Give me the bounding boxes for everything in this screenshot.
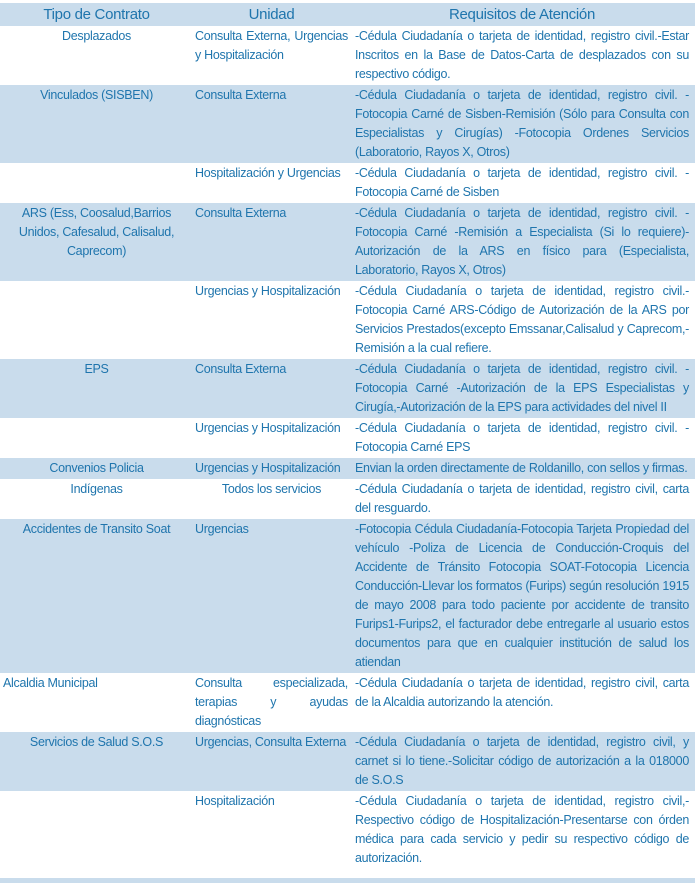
table-header-row [0,3,695,26]
cell-requisitos: -Cédula Ciudadanía o tarjeta de identidad, registro civil. - Fotocopia Carné -Autorización de la EPS Especialistas y Cirugía,-Autorización de la EPS para actividades del nivel II [355,362,689,414]
cell-requisitos: -Cédula Ciudadanía o tarjeta de identidad, registro civil, carta de la Alcaldia autorizando la atención. [355,676,689,709]
cell-tipo-contrato: Convenios Policia [49,461,144,475]
table-row [0,791,695,869]
cell-tipo-contrato [0,418,193,458]
table-row [0,458,695,479]
cell-unidad: Urgencias y Hospitalización [195,461,341,475]
cell-unidad: Consulta especializada, terapias y ayudas diagnósticas [195,676,348,728]
table-row [0,85,695,163]
table-row [0,281,695,359]
column-header-tipo-de-contrato: Tipo de Contrato [43,6,150,23]
column-header-unidad: Unidad [248,6,295,23]
table-row [0,519,695,673]
cell-tipo-contrato: Alcaldia Municipal [3,676,98,690]
cell-unidad: Hospitalización [195,794,275,808]
cell-tipo-contrato: ARS (Ess, Coosalud,Barrios Unidos, Cafesalud, Calisalud, Caprecom) [18,206,175,258]
cell-unidad: Todos los servicios [221,482,322,496]
column-header-requisitos-de-atencion: Requisitos de Atención [448,6,595,23]
table-row [0,163,695,203]
table-row [0,203,695,281]
table-row [0,26,695,85]
cell-unidad: Urgencias [195,522,249,536]
cell-unidad: Hospitalización y Urgencias [195,166,341,180]
cell-tipo-contrato: Servicios de Salud S.O.S [29,735,164,749]
cell-tipo-contrato [0,281,193,359]
cell-tipo-contrato [0,791,193,869]
cell-unidad: Consulta Externa, Urgencias y Hospitalización [195,29,348,62]
table-row [0,479,695,519]
cell-requisitos: Envian la orden directamente de Roldanillo, con sellos y firmas. [355,461,688,475]
cell-requisitos: -Cédula Ciudadanía o tarjeta de identidad, registro civil,- Respectivo código de Hospitalización-Presentarse con órden médica para cada servicio y pedir su respectivo código de autorización. [355,794,689,865]
cell-unidad: Urgencias y Hospitalización [195,284,341,298]
cell-tipo-contrato: EPS [84,362,109,376]
cell-tipo-contrato: Accidentes de Transito Soat [22,522,171,536]
cell-requisitos: -Fotocopia Cédula Ciudadanía-Fotocopia Tarjeta Propiedad del vehículo -Poliza de Licencia de Conducción-Croquis del Accidente de Tránsito Fotocopia SOAT-Fotocopia Licencia Conducción-Llevar los formatos (Furips) según resolución 1915 de mayo 2008 para todo paciente por accidente de transito Furips1-Furips2, el facturador debe entregarle al usuario estos documentos para que en cualquier institución de salud los atiendan [355,522,689,669]
cell-requisitos: -Cédula Ciudadanía o tarjeta de identidad, registro civil, y carnet si lo tiene.-Solicitar código de autorización a la 018000 de S.O.S [355,735,689,787]
cell-requisitos: -Cédula Ciudadanía o tarjeta de identidad, registro civil. - Fotocopia Carné de Sisben [355,166,689,199]
cell-requisitos: -Cédula Ciudadanía o tarjeta de identidad, registro civil.-Estar Inscritos en la Base de Datos-Carta de desplazados con su respectivo código. [355,29,689,81]
cell-unidad: Consulta Externa [195,362,287,376]
cell-requisitos: -Cédula Ciudadanía o tarjeta de identidad, registro civil. -Fotocopia Carné de Sisben-Remisión (Sólo para Consulta con Especialistas y Cirugías) -Fotocopia Ordenes Servicios (Laboratorio, Rayos X, Otros) [355,88,689,159]
cell-requisitos: -Cédula Ciudadanía o tarjeta de identidad, registro civil. - Fotocopia Carné EPS [355,421,689,454]
cell-unidad: Urgencias, Consulta Externa [195,735,347,749]
cell-tipo-contrato [0,163,193,203]
cell-unidad: Urgencias y Hospitalización [195,421,341,435]
table-row [0,732,695,791]
cell-requisitos: -Cédula Ciudadanía o tarjeta de identidad, registro civil.- Fotocopia Carné ARS-Código de Autorización de la ARS por Servicios Prestados(excepto Emssanar,Calisalud y Caprecom,-Remisión a la cual refiere. [355,284,689,355]
cell-tipo-contrato: Indígenas [70,482,123,496]
cell-unidad: Consulta Externa [195,206,287,220]
cell-requisitos: -Cédula Ciudadanía o tarjeta de identidad, registro civil. - Fotocopia Carné -Remisión a Especialista (Si lo requiere)- Autorización de la ARS en físico para (Especialista, Laboratorio, Rayos X, Otros) [355,206,689,277]
table-row [0,359,695,418]
table-row [0,418,695,458]
table-row [0,673,695,732]
cell-tipo-contrato: Desplazados [62,29,131,43]
bottom-divider [0,878,695,883]
cell-unidad: Consulta Externa [195,88,287,102]
cell-requisitos: -Cédula Ciudadanía o tarjeta de identidad, registro civil, carta del resguardo. [355,482,689,515]
cell-tipo-contrato: Vinculados (SISBEN) [40,88,153,102]
